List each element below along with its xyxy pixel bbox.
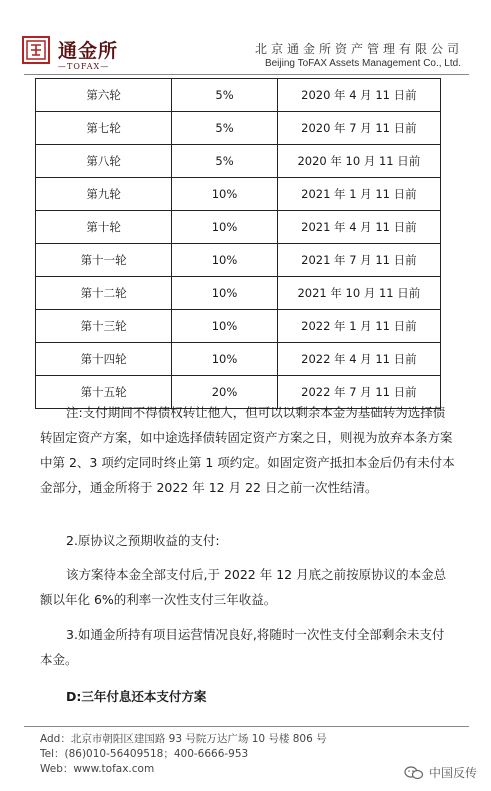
note-paragraph: 注:支付期间不得债权转让他人，但可以以剩余本金为基础转为选择债转固定资产方案，如中途选择债转固定资产方案之日，则视为放弃本条方案中第 2、3 项约定同时终止第 1 项约定。如固定资产抵扣本金后仍有未付本金部分，通金所将于 2022 年 12 月 22 日之前一次性结清。 <box>40 405 455 495</box>
due-date-cell: 2021 年 7 月 11 日前 <box>277 244 440 277</box>
wechat-watermark <box>404 764 477 781</box>
logo-text-cn: 通金所 <box>58 40 119 62</box>
percent-cell: 10% <box>172 343 278 376</box>
due-date-cell: 2020 年 4 月 11 日前 <box>277 79 440 112</box>
round-cell: 第十轮 <box>36 211 172 244</box>
table-row <box>36 178 441 211</box>
round-cell: 第六轮 <box>36 79 172 112</box>
footer-contact <box>40 732 327 777</box>
due-date-cell: 2020 年 7 月 11 日前 <box>277 112 440 145</box>
due-date-cell: 2022 年 4 月 11 日前 <box>277 343 440 376</box>
footer-address: Add：北京市朝阳区建国路 93 号院万达广场 10 号楼 806 号 <box>40 733 327 745</box>
wechat-icon <box>404 766 424 780</box>
round-cell: 第七轮 <box>36 112 172 145</box>
table-row <box>36 277 441 310</box>
table-row <box>36 79 441 112</box>
round-cell: 第十一轮 <box>36 244 172 277</box>
table-row <box>36 343 441 376</box>
table-row <box>36 310 441 343</box>
percent-cell: 5% <box>172 79 278 112</box>
letterhead <box>0 0 491 80</box>
table-row <box>36 112 441 145</box>
item2-text: 该方案待本金全部支付后,于 2022 年 12 月底之前按原协议的本金总额以年化 6%的利率一次性支付三年收益。 <box>40 567 447 607</box>
footer-tel: Tel：(86)010-56409518；400-6666-953 <box>40 748 249 760</box>
seal-pattern-icon <box>24 38 48 62</box>
percent-cell: 10% <box>172 178 278 211</box>
percent-cell: 10% <box>172 211 278 244</box>
footer-divider <box>24 726 469 727</box>
footer-web: Web：www.tofax.com <box>40 763 155 775</box>
round-cell: 第十二轮 <box>36 277 172 310</box>
percent-cell: 5% <box>172 112 278 145</box>
table-row <box>36 244 441 277</box>
percent-cell: 10% <box>172 310 278 343</box>
due-date-cell: 2022 年 7 月 11 日前 <box>277 376 440 409</box>
header-divider <box>24 74 469 75</box>
round-cell: 第十五轮 <box>36 376 172 409</box>
item3-text: 3.如通金所持有项目运营情况良好,将随时一次性支付全部剩余未支付本金。 <box>40 627 445 667</box>
percent-cell: 20% <box>172 376 278 409</box>
section-d-heading: D:三年付息还本支付方案 <box>66 689 207 704</box>
company-seal-logo <box>22 36 50 64</box>
table-row <box>36 211 441 244</box>
due-date-cell: 2022 年 1 月 11 日前 <box>277 310 440 343</box>
round-cell: 第九轮 <box>36 178 172 211</box>
due-date-cell: 2021 年 4 月 11 日前 <box>277 211 440 244</box>
table-row <box>36 145 441 178</box>
item2-title: 2.原协议之预期收益的支付: <box>66 533 220 548</box>
logo-text-en: —TOFAX— <box>58 62 110 71</box>
due-date-cell: 2020 年 10 月 11 日前 <box>277 145 440 178</box>
watermark-text: 中国反传 <box>428 766 477 780</box>
percent-cell: 5% <box>172 145 278 178</box>
round-cell: 第十三轮 <box>36 310 172 343</box>
round-cell: 第八轮 <box>36 145 172 178</box>
percent-cell: 10% <box>172 277 278 310</box>
company-name-en: Beijing ToFAX Assets Management Co., Ltd. <box>264 58 461 69</box>
round-cell: 第十四轮 <box>36 343 172 376</box>
percent-cell: 10% <box>172 244 278 277</box>
payment-schedule-table <box>35 78 441 409</box>
due-date-cell: 2021 年 10 月 11 日前 <box>277 277 440 310</box>
due-date-cell: 2021 年 1 月 11 日前 <box>277 178 440 211</box>
company-name-cn: 北京通金所资产管理有限公司 <box>254 42 463 56</box>
